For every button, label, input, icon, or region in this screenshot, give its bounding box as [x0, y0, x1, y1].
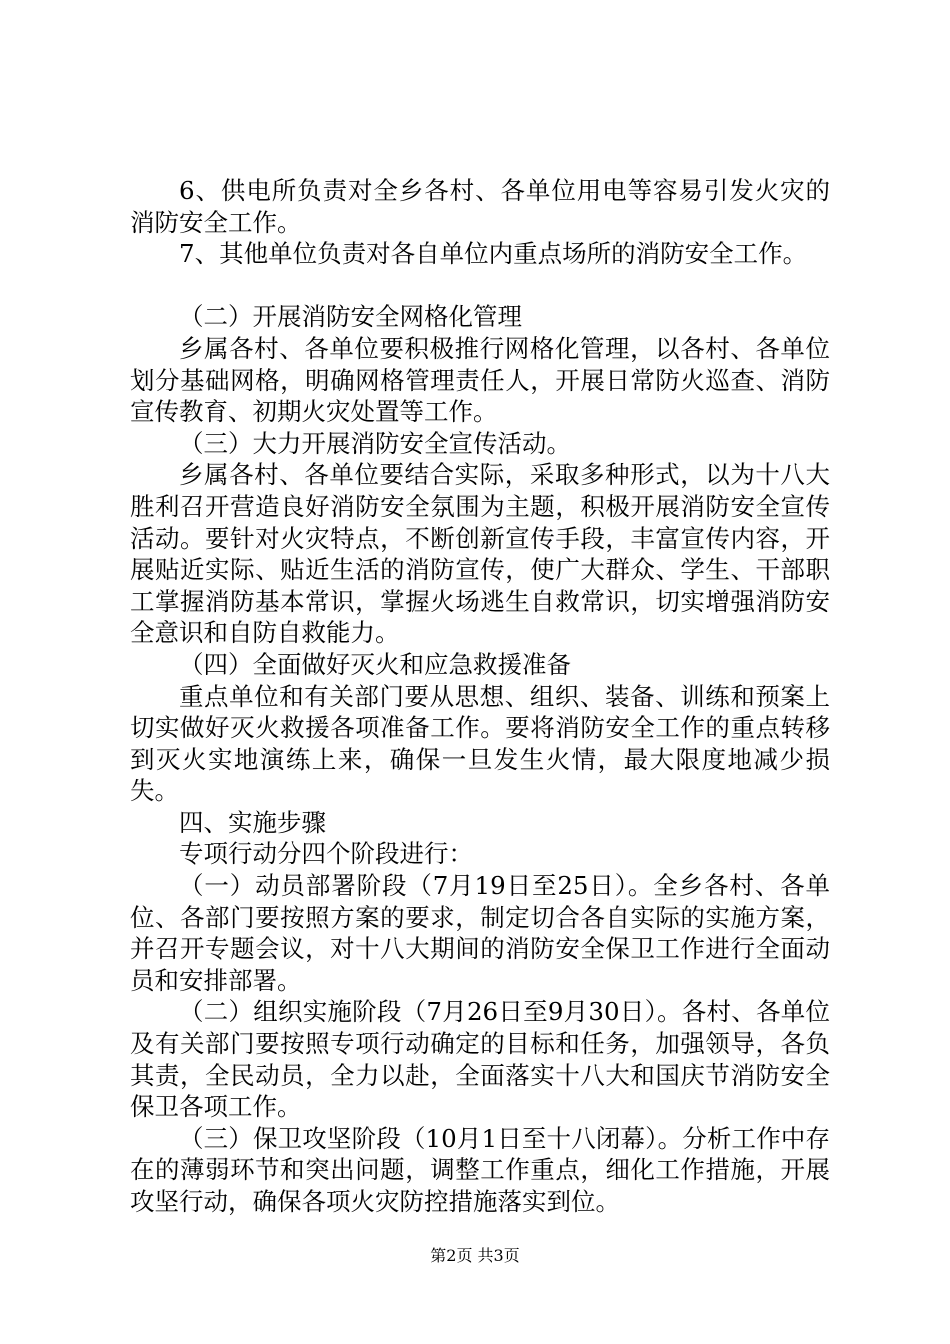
paragraph-item-6: 6、供电所负责对全乡各村、各单位用电等容易引发火灾的消防安全工作。: [130, 176, 830, 237]
section-heading-implementation-steps: 四、实施步骤: [179, 807, 326, 837]
paragraph-item-7: 7、其他单位负责对各自单位内重点场所的消防安全工作。: [179, 239, 808, 269]
section-heading-grid-management: （二）开展消防安全网格化管理: [179, 302, 522, 332]
paragraph-grid-management: 乡属各村、各单位要积极推行网格化管理，以各村、各单位划分基础网格，明确网格管理责任人，开展日常防火巡查、消防宣传教育、初期火灾处置等工作。: [130, 333, 830, 427]
paragraph-publicity: 乡属各村、各单位要结合实际，采取多种形式，以为十八大胜利召开营造良好消防安全氛围为主题，积极开展消防安全宣传活动。要针对火灾特点，不断创新宣传手段，丰富宣传内容，开展贴近实际、贴近生活的消防宣传，使广大群众、学生、干部职工掌握消防基本常识，掌握火场逃生自救常识，切实增强消防安全意识和自防自救能力。: [130, 460, 830, 648]
paragraph-stage-defense: （三）保卫攻坚阶段（10月1日至十八闭幕）。分析工作中存在的薄弱环节和突出问题，调整工作重点，细化工作措施，开展攻坚行动，确保各项火灾防控措施落实到位。: [130, 1123, 830, 1216]
paragraph-rescue-preparation: 重点单位和有关部门要从思想、组织、装备、训练和预案上切实做好灭火救援各项准备工作。要将消防安全工作的重点转移到灭火实地演练上来，确保一旦发生火情，最大限度地减少损失。: [130, 681, 830, 806]
paragraph-spacer: [130, 270, 830, 302]
page-number-footer: 第2页 共3页: [430, 1246, 520, 1265]
paragraph-stage-implementation: （二）组织实施阶段（7月26日至9月30日）。各村、各单位及有关部门要按照专项行动确定的目标和任务，加强领导，各负其责，全民动员，全力以赴，全面落实十八大和国庆节消防安全保卫各项工作。: [130, 997, 830, 1122]
document-body: [130, 175, 830, 1218]
section-heading-publicity: （三）大力开展消防安全宣传活动。: [179, 428, 571, 458]
section-heading-rescue-preparation: （四）全面做好灭火和应急救援准备: [179, 649, 571, 679]
paragraph-stage-mobilization: （一）动员部署阶段（7月19日至25日）。全乡各村、各单位、各部门要按照方案的要求，制定切合各自实际的实施方案，并召开专题会议，对十八大期间的消防安全保卫工作进行全面动员和安排部署。: [130, 871, 830, 995]
paragraph-four-stages: 专项行动分四个阶段进行：: [179, 839, 473, 869]
